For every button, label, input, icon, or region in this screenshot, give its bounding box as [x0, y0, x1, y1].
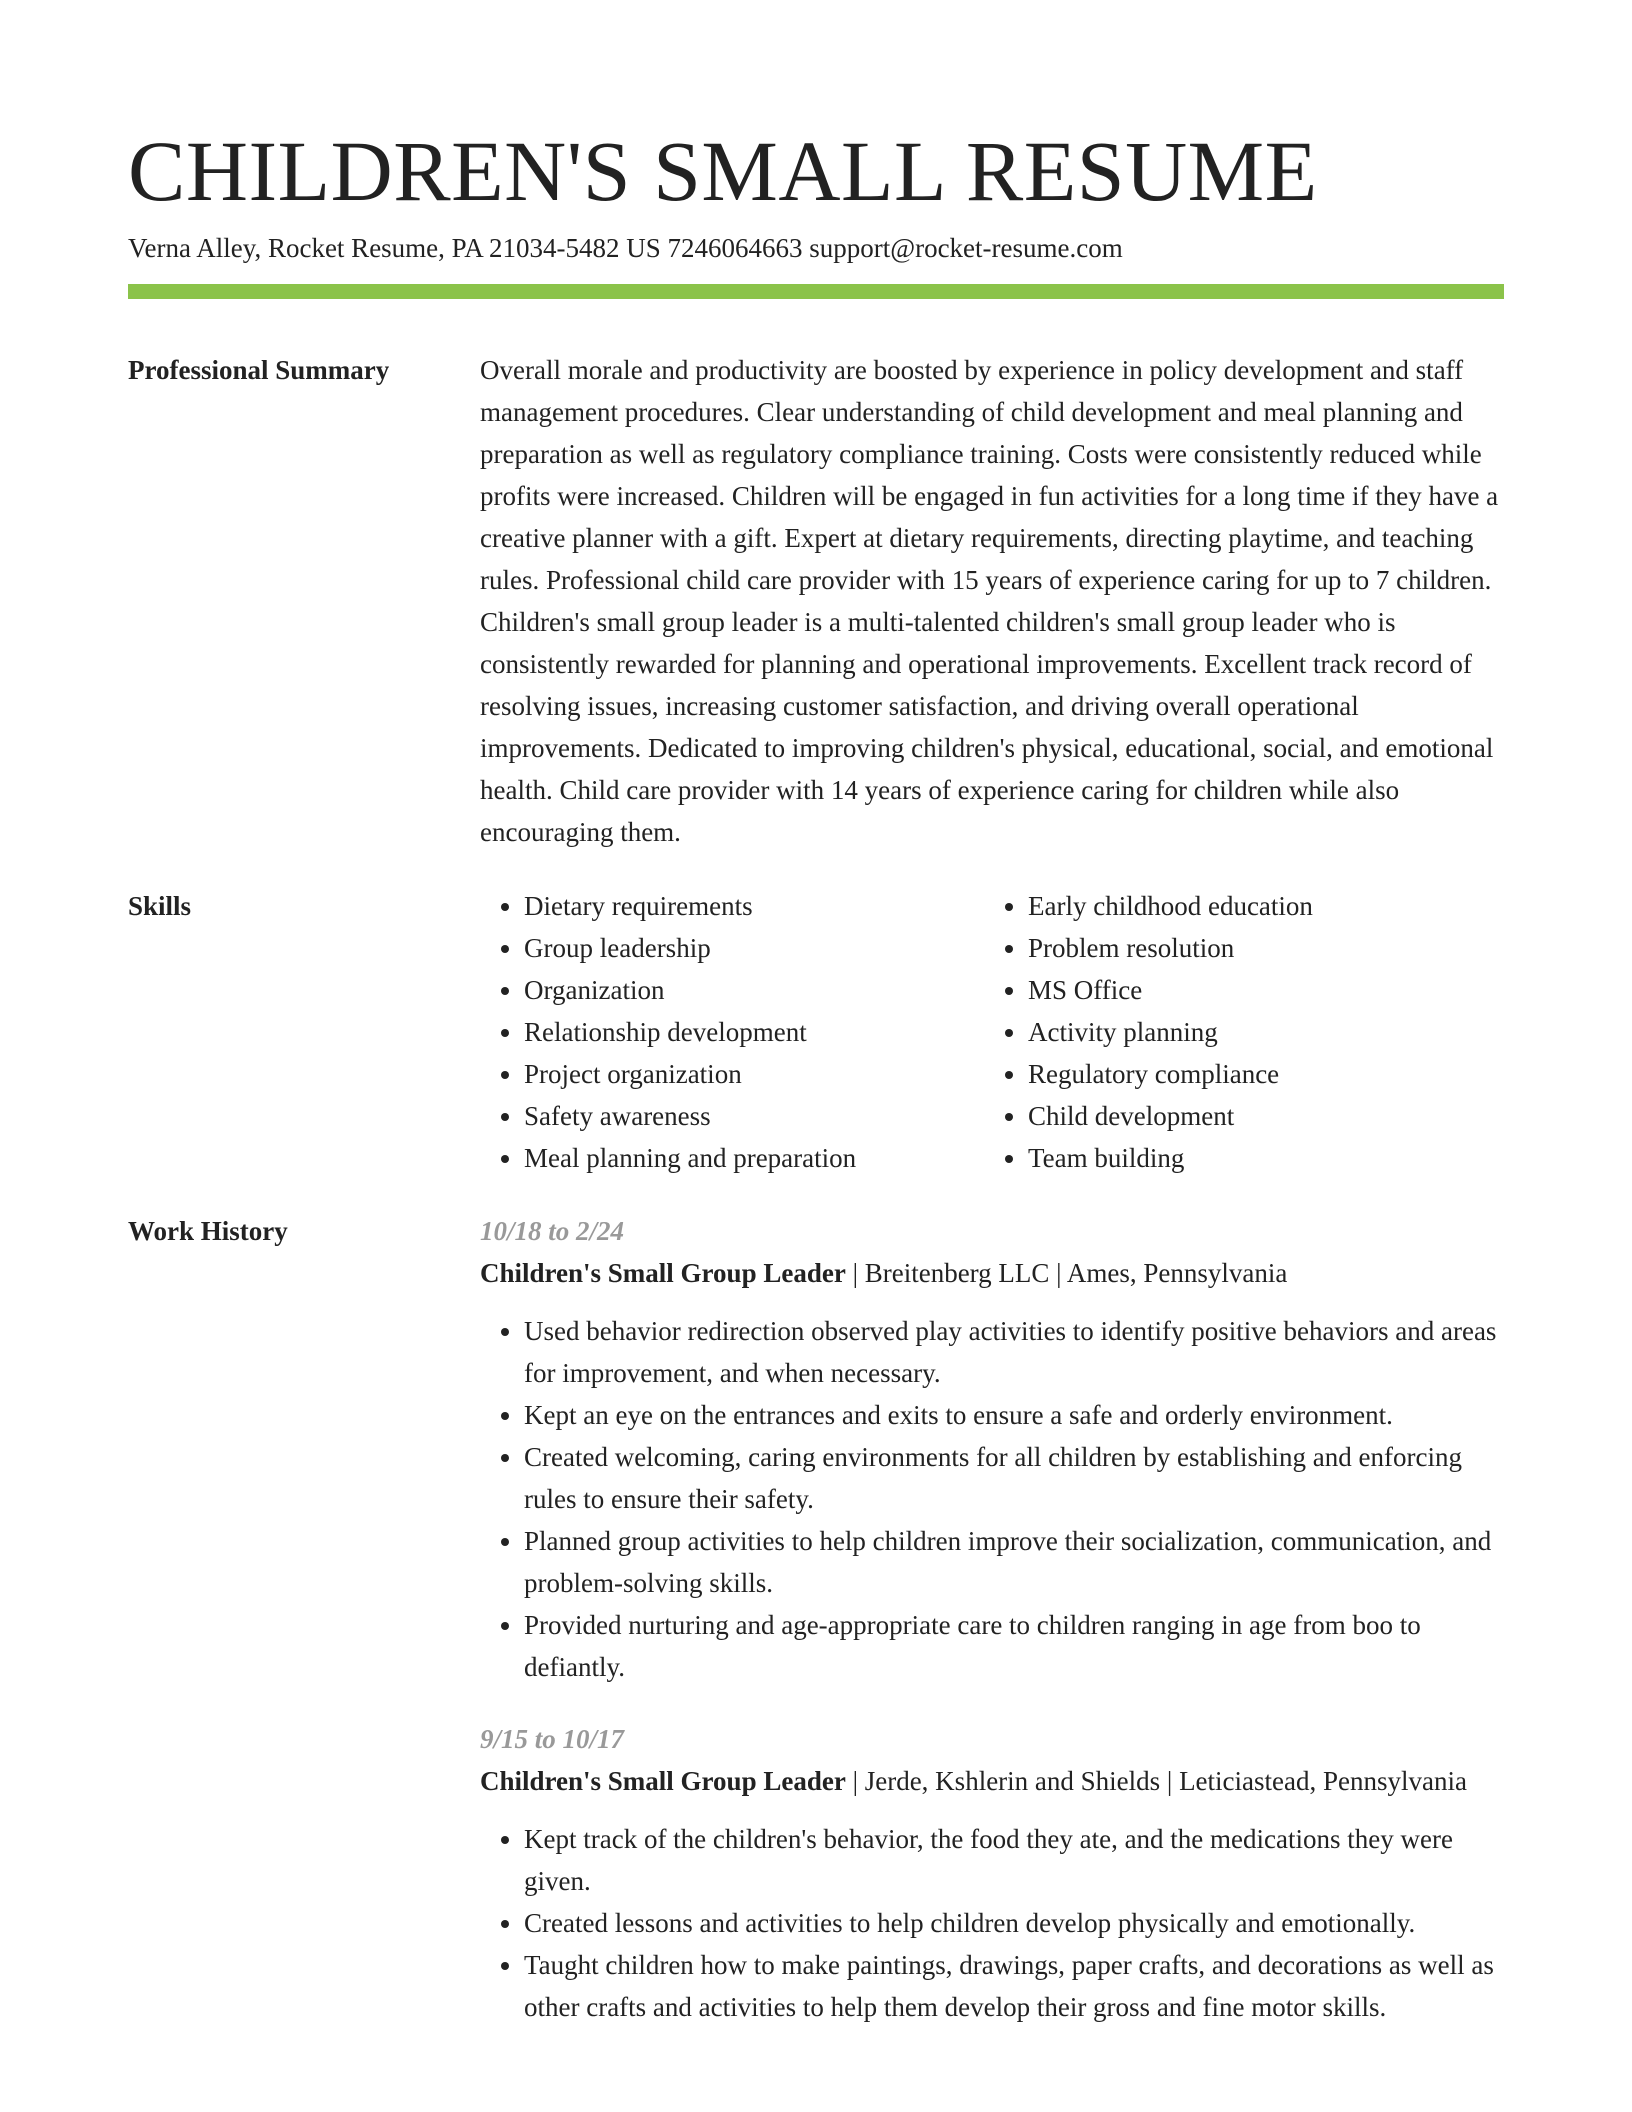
job-employer-location: | Jerde, Kshlerin and Shields | Leticiastead, Pennsylvania	[845, 1766, 1467, 1796]
work-history-body	[480, 1210, 1504, 2028]
skill-item: • Safety awareness	[524, 1095, 984, 1137]
skill-item: • Organization	[524, 969, 984, 1011]
job-heading	[480, 1760, 1504, 1802]
job-title: Children's Small Group Leader	[480, 1258, 846, 1288]
skill-item: • Child development	[1028, 1095, 1428, 1137]
job-dates: 10/18 to 2/24	[480, 1216, 625, 1246]
skill-item: • Project organization	[524, 1053, 984, 1095]
skill-item: • Dietary requirements	[524, 885, 984, 927]
job-employer-location: | Breitenberg LLC | Ames, Pennsylvania	[845, 1258, 1288, 1288]
skills-body	[480, 885, 1504, 1179]
summary-text: Overall morale and productivity are boosted by experience in policy development and staff management procedures. Clear understanding of child development and meal planning and preparation as well as regulatory compliance training. Costs were consistently reduced while profits were increased. Children will be engaged in fun activities for a long time if they have a creative planner with a gift. Expert at dietary requirements, directing playtime, and teaching rules. Professional child care provider with 15 years of experience caring for up to 7 children. Children's small group leader is a multi-talented children's small group leader who is consistently rewarded for planning and operational improvements. Excellent track record of resolving issues, increasing customer satisfaction, and driving overall operational improvements. Dedicated to improving children's physical, educational, social, and emotional health. Child care provider with 14 years of experience caring for children while also encouraging them.	[480, 355, 1499, 847]
skill-item: • Regulatory compliance	[1028, 1053, 1428, 1095]
section-heading-skills: Skills	[128, 891, 192, 921]
job-entry	[480, 1718, 1504, 2028]
job-bullet: • Kept an eye on the entrances and exits to ensure a safe and orderly environment.	[524, 1394, 1504, 1436]
job-dates: 9/15 to 10/17	[480, 1724, 625, 1754]
job-bullet: • Taught children how to make paintings, drawings, paper crafts, and decorations as well as other crafts and activities to help them develop their gross and fine motor skills.	[524, 1944, 1504, 2028]
job-bullets	[480, 1310, 1504, 1688]
job-bullet: • Created lessons and activities to help children develop physically and emotionally.	[524, 1902, 1504, 1944]
skills-column-left	[480, 885, 984, 1179]
skill-item: • MS Office	[1028, 969, 1428, 1011]
skill-item: • Early childhood education	[1028, 885, 1428, 927]
job-bullet: • Kept track of the children's behavior, the food they ate, and the medications they were given.	[524, 1818, 1504, 1902]
section-heading-summary: Professional Summary	[128, 355, 390, 385]
skill-item: • Group leadership	[524, 927, 984, 969]
skills-section	[128, 885, 1504, 1179]
resume-page	[128, 0, 1504, 2028]
job-bullet: • Planned group activities to help children improve their socialization, communication, and problem-solving skills.	[524, 1520, 1504, 1604]
resume-name: CHILDREN'S SMALL RESUME	[128, 123, 1318, 219]
skill-item: • Meal planning and preparation	[524, 1137, 984, 1179]
summary-body	[480, 349, 1504, 853]
job-bullet: • Used behavior redirection observed play activities to identify positive behaviors and areas for improvement, and when necessary.	[524, 1310, 1504, 1394]
work-history-section	[128, 1210, 1504, 2028]
contact-line: Verna Alley, Rocket Resume, PA 21034-5482 US 7246064663 support@rocket-resume.com	[128, 233, 1123, 263]
job-bullets	[480, 1818, 1504, 2028]
skill-item: • Activity planning	[1028, 1011, 1428, 1053]
job-title: Children's Small Group Leader	[480, 1766, 846, 1796]
skill-item: • Team building	[1028, 1137, 1428, 1179]
job-bullet: • Provided nurturing and age-appropriate care to children ranging in age from boo to defiantly.	[524, 1604, 1504, 1688]
job-heading	[480, 1252, 1504, 1294]
skill-item: • Problem resolution	[1028, 927, 1428, 969]
header-divider	[128, 284, 1504, 299]
skills-column-right	[984, 885, 1428, 1179]
job-entry	[480, 1210, 1504, 1688]
job-bullet: • Created welcoming, caring environments for all children by establishing and enforcing rules to ensure their safety.	[524, 1436, 1504, 1520]
skill-item: • Relationship development	[524, 1011, 984, 1053]
skills-grid	[480, 885, 1504, 1179]
section-heading-work-history: Work History	[128, 1216, 288, 1246]
summary-section	[128, 349, 1504, 853]
